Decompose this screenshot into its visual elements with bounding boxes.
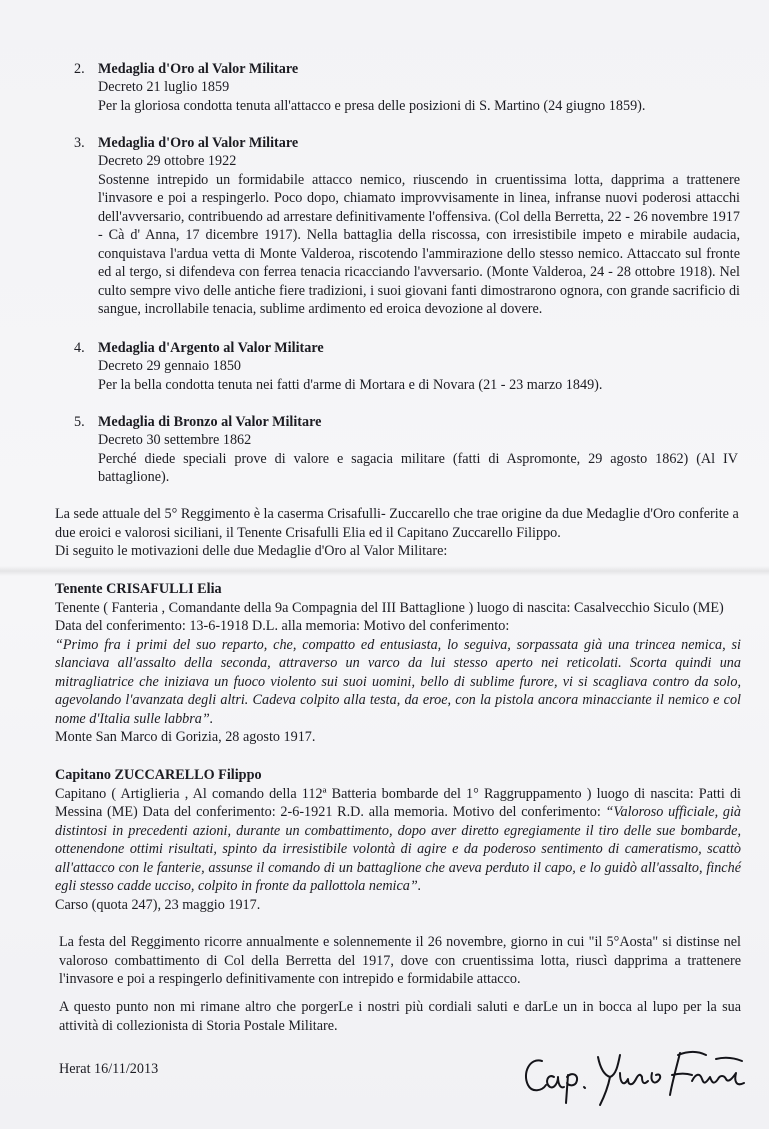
- medal-text: Per la gloriosa condotta tenuta all'attacco e presa delle posizioni di S. Martino (24 giugno 1859).: [98, 97, 646, 114]
- zuccarello-plain: Capitano ( Artiglieria , Al comando della 112ª Batteria bombarde del 1° Raggruppamento ) luogo di nascita: Patti di Messina (ME) Data del conferimento: 2-6-1921 R.D. alla memoria. Motivo del conferimento:: [55, 785, 741, 820]
- medal-number: 5.: [74, 414, 85, 430]
- medal-number: 3.: [74, 135, 85, 151]
- paper-fold: [0, 566, 769, 576]
- medal-text: Per la bella condotta tenuta nei fatti d'arme di Mortara e di Novara (21 - 23 marzo 1849).: [98, 376, 603, 393]
- signature-drawing: [520, 1043, 750, 1108]
- zuccarello-place: Carso (quota 247), 23 maggio 1917.: [55, 896, 261, 913]
- medal-body: [98, 78, 738, 115]
- medal-decree: Decreto 29 gennaio 1850: [98, 358, 242, 374]
- medal-number: 2.: [74, 61, 85, 77]
- medal-number: 4.: [74, 340, 85, 356]
- medal-body: [98, 152, 740, 319]
- intro-text: La sede attuale del 5° Reggimento è la caserma Crisafulli- Zuccarello che trae origine da due Medaglie d'Oro conferite a due eroici e valorosi siciliani, il Tenente Crisafulli Elia ed il Capitano Zuccarello Filippo.: [55, 506, 739, 541]
- medal-body: [98, 431, 738, 487]
- zuccarello-text: [55, 785, 741, 896]
- intro-lead: Di seguito le motivazioni delle due Medaglie d'Oro al Valor Militare:: [55, 543, 448, 559]
- medal-title: Medaglia d'Oro al Valor Militare: [98, 61, 299, 77]
- crisafulli-name: Tenente CRISAFULLI Elia: [55, 581, 222, 597]
- medal-body: [98, 357, 738, 394]
- closing-paragraph: A questo punto non mi rimane altro che porgerLe i nostri più cordiali saluti e darLe un in bocca al lupo per la sua attività di collezionista di Storia Postale Militare.: [59, 999, 741, 1034]
- medal-text: Perché diede speciali prove di valore e sagacia militare (fatti di Aspromonte, 29 agosto 1862) (Al IV battaglione).: [98, 450, 738, 485]
- crisafulli-conferment: Data del conferimento: 13-6-1918 D.L. alla memoria: Motivo del conferimento:: [55, 618, 510, 634]
- medal-text: Sostenne intrepido un formidabile attacco nemico, riuscendo in cruentissima lotta, dapprima a trattenere l'invasore e poi a respingerlo. Poco dopo, chiamato improvvisamente in linea, infranse nuovi poderosi attacchi dell'avversario, contribuendo ad arrestare definitivamente l'offensiva. (Col della Berretta, 22 - 26 novembre 1917 - Cà d' Anna, 17 dicembre 1917). Nella battaglia della riscossa, con irresistibile impeto e mirabile audacia, conquistava l'ardua vetta di Monte Valderoa, riscotendo l'ammirazione dello stesso nemico. Attaccato sul fronte ed al tergo, si difendeva con ferrea tenacia ricacciando l'avversario. (Monte Valderoa, 24 - 28 ottobre 1918). Nel culto sempre vivo delle antiche fiere tradizioni, i suoi giovani fanti dimostrarono ognora, con grande sacrificio di sangue, incrollabile tenacia, sublime ardimento ed eroica devozione al dovere.: [98, 171, 740, 317]
- zuccarello-name: Capitano ZUCCARELLO Filippo: [55, 767, 262, 783]
- place-date: Herat 16/11/2013: [59, 1061, 159, 1077]
- medal-title: Medaglia di Bronzo al Valor Militare: [98, 414, 322, 430]
- medal-decree: Decreto 30 settembre 1862: [98, 432, 252, 448]
- medal-title: Medaglia d'Oro al Valor Militare: [98, 135, 299, 151]
- zuccarello-section: [55, 766, 741, 914]
- intro-paragraph: [55, 505, 741, 561]
- handwritten-signature: [520, 1043, 750, 1108]
- medal-title: Medaglia d'Argento al Valor Militare: [98, 340, 324, 356]
- crisafulli-place: Monte San Marco di Gorizia, 28 agosto 1917.: [55, 729, 316, 745]
- zuccarello-citation: “Valoroso ufficiale, già distintosi in precedenti azioni, durante un combattimento, dopo aver diretto egregiamente il tiro delle sue bombarde, ottenendone ottimi risultati, spinto da irresistibile volontà di agire e da poderoso sentimento di cameratismo, scattò all'attacco con le fanterie, assunse il comando di un battaglione che aveva perduto il capo, e lo guidò all'assalto, finché egli stesso cadde ucciso, colpito in fronte da pallottola nemica”.: [55, 804, 741, 894]
- medal-decree: Decreto 21 luglio 1859: [98, 79, 230, 95]
- crisafulli-citation: “Primo fra i primi del suo reparto, che, compatto ed entusiasta, lo seguiva, sorpassata già una trincea nemica, si slanciava all'assalto della seconda, attraverso un varco da lui stesso aperto nei reticolati. Scorta quindi una mitragliatrice che iniziava un fuoco violento sui suoi uomini, bello di sublime furore, vi si scagliava contro da solo, agevolando l'avanzata degli altri. Cadeva colpito alla testa, da eroe, con la pistola ancora minacciante il nemico e col nome d'Italia sulle labbra”.: [55, 636, 741, 727]
- crisafulli-rank-line: Tenente ( Fanteria , Comandante della 9a Compagnia del III Battaglione ) luogo di nascita: Casalvecchio Siculo (ME): [55, 599, 724, 616]
- festa-paragraph: La festa del Reggimento ricorre annualmente e solennemente il 26 novembre, giorno in cui "il 5°Aosta" si distinse nel valoroso combattimento di Col della Berretta del 1917, dove con cruentissima lotta, riuscì dapprima a trattenere l'invasore e poi a respingerlo definitivamente con intrepido e formidabile attacco.: [59, 934, 741, 987]
- crisafulli-section: [55, 580, 741, 747]
- medal-decree: Decreto 29 ottobre 1922: [98, 153, 237, 169]
